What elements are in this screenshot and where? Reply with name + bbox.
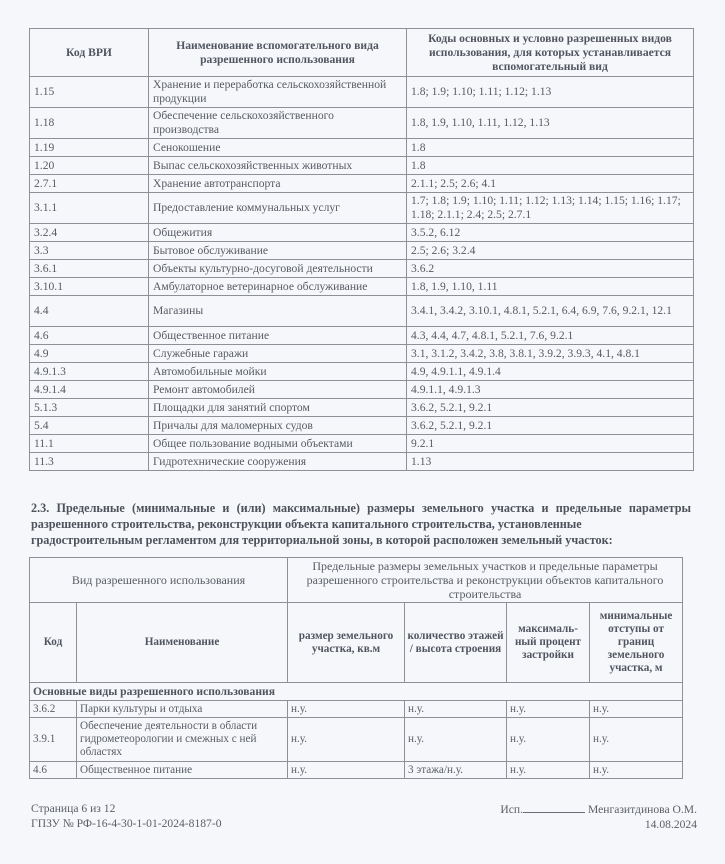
cell-code: 3.10.1 <box>30 278 149 296</box>
cell-codes: 3.6.2 <box>407 260 694 278</box>
cell-code: 1.19 <box>30 139 149 157</box>
executor-name: Менгазитдинова О.М. <box>587 803 697 816</box>
auxiliary-uses-table <box>29 28 694 471</box>
cell-name: Ремонт автомобилей <box>149 381 407 399</box>
table-row <box>30 381 694 399</box>
cell-codes: 3.6.2, 5.2.1, 9.2.1 <box>407 417 694 435</box>
cell-code: 4.9.1.4 <box>30 381 149 399</box>
table-row <box>30 453 694 471</box>
page-number: Страница 6 из 12 <box>31 802 116 815</box>
cell-setback: н.у. <box>590 718 683 762</box>
cell-setback: н.у. <box>590 762 683 779</box>
table-row <box>30 77 694 108</box>
header-code: Код <box>30 603 77 683</box>
cell-code: 2.7.1 <box>30 175 149 193</box>
cell-size: н.у. <box>288 762 405 779</box>
cell-code: 3.2.4 <box>30 224 149 242</box>
table-row <box>30 224 694 242</box>
cell-codes: 1.8 <box>407 139 694 157</box>
cell-codes: 4.9, 4.9.1.1, 4.9.1.4 <box>407 363 694 381</box>
cell-code: 3.3 <box>30 242 149 260</box>
cell-name: Объекты культурно-досуговой деятельности <box>149 260 407 278</box>
table-row <box>30 278 694 296</box>
cell-codes: 2.5; 2.6; 3.2.4 <box>407 242 694 260</box>
executor-line <box>500 801 697 817</box>
cell-floors: н.у. <box>405 718 507 762</box>
table-row <box>30 399 694 417</box>
cell-codes: 1.8; 1.9; 1.10; 1.11; 1.12; 1.13 <box>407 77 694 108</box>
limit-parameters-table <box>29 557 683 779</box>
group-label: Основные виды разрешенного использования <box>30 683 683 701</box>
header-code: Код ВРИ <box>30 29 149 77</box>
header-size: размер земельного участка, кв.м <box>288 603 405 683</box>
cell-codes: 2.1.1; 2.5; 2.6; 4.1 <box>407 175 694 193</box>
cell-code: 1.15 <box>30 77 149 108</box>
cell-name: Служебные гаражи <box>149 345 407 363</box>
header-floors: количество этажей / высота строения <box>405 603 507 683</box>
table-row <box>30 242 694 260</box>
cell-code: 3.1.1 <box>30 193 149 224</box>
cell-name: Причалы для маломерных судов <box>149 417 407 435</box>
cell-floors: 3 этажа/н.у. <box>405 762 507 779</box>
cell-codes: 1.8, 1.9, 1.10, 1.11, 1.12, 1.13 <box>407 108 694 139</box>
footer-right <box>500 801 697 832</box>
cell-code: 5.4 <box>30 417 149 435</box>
cell-name: Обеспечение сельскохозяйственного производства <box>149 108 407 139</box>
cell-codes: 3.6.2, 5.2.1, 9.2.1 <box>407 399 694 417</box>
cell-size: н.у. <box>288 701 405 718</box>
cell-code: 4.9.1.3 <box>30 363 149 381</box>
cell-name: Площадки для занятий спортом <box>149 399 407 417</box>
cell-name: Амбулаторное ветеринарное обслуживание <box>149 278 407 296</box>
signature-line <box>523 801 585 813</box>
table-row <box>30 417 694 435</box>
cell-code: 3.9.1 <box>30 718 77 762</box>
table-row <box>30 157 694 175</box>
header-params-group: Предельные размеры земельных участков и предельные параметры разрешенного строительства и реконструкции объектов капитального строительства <box>288 558 683 603</box>
table-row <box>30 108 694 139</box>
cell-name: Общественное питание <box>149 327 407 345</box>
cell-name: Предоставление коммунальных услуг <box>149 193 407 224</box>
cell-codes: 3.1, 3.1.2, 3.4.2, 3.8, 3.8.1, 3.9.2, 3.9.3, 4.1, 4.8.1 <box>407 345 694 363</box>
cell-name: Хранение автотранспорта <box>149 175 407 193</box>
cell-size: н.у. <box>288 718 405 762</box>
cell-name: Общее пользование водными объектами <box>149 435 407 453</box>
header-setback: минимальные отступы от границ земельного участка, м <box>590 603 683 683</box>
cell-name: Выпас сельскохозяйственных животных <box>149 157 407 175</box>
cell-name: Парки культуры и отдыха <box>77 701 288 718</box>
table-row <box>30 296 694 327</box>
table-row <box>30 139 694 157</box>
section-text-line2: градостроительным регламентом для территориальной зоны, в которой расположен земельный участок: <box>31 533 613 547</box>
table-row <box>30 701 683 718</box>
cell-codes: 1.7; 1.8; 1.9; 1.10; 1.11; 1.12; 1.13; 1.14; 1.15; 1.16; 1.17; 1.18; 2.1.1; 2.4; 2.5; 2.7.1 <box>407 193 694 224</box>
table-row <box>30 260 694 278</box>
cell-name: Хранение и переработка сельскохозяйственной продукции <box>149 77 407 108</box>
document-number: ГПЗУ № РФ-16-4-30-1-01-2024-8187-0 <box>31 817 222 830</box>
header-codes: Коды основных и условно разрешенных видов использования, для которых устанавливается вспомогательный вид <box>407 29 694 77</box>
cell-codes: 1.13 <box>407 453 694 471</box>
table-row <box>30 718 683 762</box>
cell-code: 4.4 <box>30 296 149 327</box>
cell-code: 11.1 <box>30 435 149 453</box>
cell-codes: 1.8, 1.9, 1.10, 1.11 <box>407 278 694 296</box>
cell-percent: н.у. <box>507 701 590 718</box>
executor-label: Исп. <box>500 803 524 816</box>
table-row <box>30 435 694 453</box>
cell-codes: 9.2.1 <box>407 435 694 453</box>
section-text-line1: 2.3. Предельные (минимальные и (или) максимальные) размеры земельного участка и предельные параметры разрешенного строительства, реконструкции объекта капитального строительства, установленные <box>31 501 691 531</box>
header-use-group: Вид разрешенного использования <box>30 558 288 603</box>
table-row <box>30 345 694 363</box>
cell-code: 4.6 <box>30 327 149 345</box>
cell-codes: 4.3, 4.4, 4.7, 4.8.1, 5.2.1, 7.6, 9.2.1 <box>407 327 694 345</box>
cell-code: 11.3 <box>30 453 149 471</box>
cell-code: 1.20 <box>30 157 149 175</box>
cell-floors: н.у. <box>405 701 507 718</box>
cell-percent: н.у. <box>507 762 590 779</box>
document-date: 14.08.2024 <box>644 818 697 831</box>
cell-codes: 3.5.2, 6.12 <box>407 224 694 242</box>
cell-name: Гидротехнические сооружения <box>149 453 407 471</box>
cell-setback: н.у. <box>590 701 683 718</box>
cell-name: Обеспечение деятельности в области гидрометеорологии и смежных с ней областях <box>77 718 288 762</box>
header-name: Наименование <box>77 603 288 683</box>
cell-code: 1.18 <box>30 108 149 139</box>
footer-left <box>31 801 222 831</box>
cell-code: 5.1.3 <box>30 399 149 417</box>
cell-name: Магазины <box>149 296 407 327</box>
section-2-3-heading <box>31 500 691 548</box>
cell-name: Автомобильные мойки <box>149 363 407 381</box>
cell-name: Общественное питание <box>77 762 288 779</box>
cell-codes: 1.8 <box>407 157 694 175</box>
header-name: Наименование вспомогательного вида разрешенного использования <box>149 29 407 77</box>
cell-codes: 3.4.1, 3.4.2, 3.10.1, 4.8.1, 5.2.1, 6.4, 6.9, 7.6, 9.2.1, 12.1 <box>407 296 694 327</box>
cell-codes: 4.9.1.1, 4.9.1.3 <box>407 381 694 399</box>
table-row <box>30 327 694 345</box>
table-row <box>30 762 683 779</box>
table-row <box>30 175 694 193</box>
cell-name: Общежития <box>149 224 407 242</box>
table-row <box>30 193 694 224</box>
cell-name: Бытовое обслуживание <box>149 242 407 260</box>
cell-code: 3.6.2 <box>30 701 77 718</box>
cell-percent: н.у. <box>507 718 590 762</box>
table-row <box>30 363 694 381</box>
cell-code: 3.6.1 <box>30 260 149 278</box>
header-percent: максималь-ный процент застройки <box>507 603 590 683</box>
cell-name: Сенокошение <box>149 139 407 157</box>
cell-code: 4.9 <box>30 345 149 363</box>
group-row <box>30 683 683 701</box>
cell-code: 4.6 <box>30 762 77 779</box>
